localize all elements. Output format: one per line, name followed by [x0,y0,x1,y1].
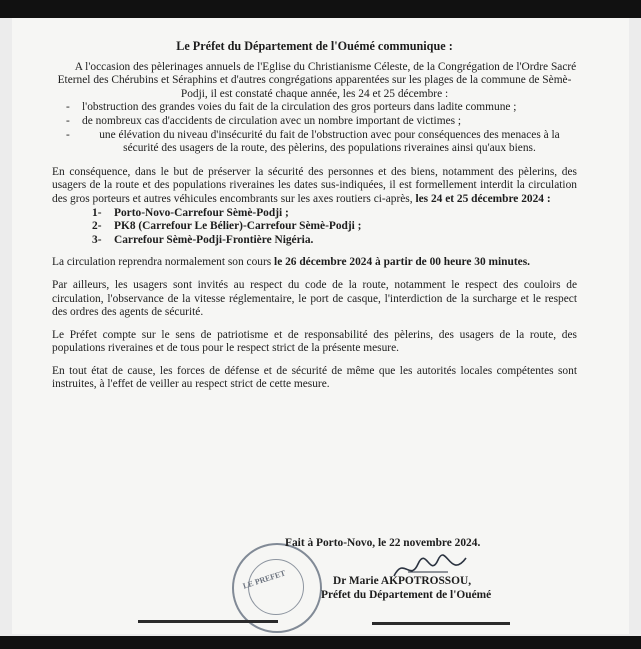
issues-list [52,101,577,155]
issue-item: - de nombreux cas d'accidents de circulation avec un nombre important de victimes ; [66,115,577,129]
top-dark-border [0,0,641,18]
issue-item: - une élévation du niveau d'insécurité du fait de l'obstruction avec pour conséquences des menaces à la sécurité des usagers de la route, des pèlerins, des populations riveraines ainsi qu'aux biens. [66,129,577,156]
route-name: Porto-Novo-Carrefour Sèmè-Podji ; [114,206,289,219]
communique-title: Le Préfet du Département de l'Ouémé communique : [176,39,453,53]
bottom-rule-left [138,620,278,623]
resume-datetime: le 26 décembre 2024 à partir de 00 heure 30 minutes. [274,256,530,269]
signatory-role: Préfet du Département de l'Ouémé [321,589,492,601]
route-name: Carrefour Sèmè-Podji-Frontière Nigéria. [114,233,314,246]
signature-date-line: Fait à Porto-Novo, le 22 novembre 2024. [285,537,481,549]
bottom-dark-border [0,636,641,649]
resume-text: La circulation reprendra normalement son cours [52,256,275,269]
route-name: PK8 (Carrefour Le Bélier)-Carrefour Sèmè-Podji ; [114,220,362,233]
route-number: 2- [92,220,102,233]
route-number: 3- [92,233,102,246]
respect-paragraph: Par ailleurs, les usagers sont invités au respect du code de la route, notamment le respect des couloirs de circulation, l'observance de la vitesse réglementaire, le port de casque, l'interdiction de la surcharge et le respect des ordres des agents de sécurité. [52,278,577,319]
route-item [92,234,577,248]
stamp-text: LE PREFET [241,568,287,591]
enforcement-paragraph: En tout état de cause, les forces de défense et de sécurité de même que les autorités locales compétentes sont instruites, à l'effet de veiller au respect strict de cette mesure. [52,364,577,391]
routes-list [52,207,577,248]
patriotism-paragraph: Le Préfet compte sur le sens de patriotisme et de responsabilité des pèlerins, des usagers de la route, des populations riveraines et de tous pour le respect strict de la présente mesure. [52,328,577,355]
route-number: 1- [92,206,102,219]
intro-paragraph: A l'occasion des pèlerinages annuels de l'Eglise du Christianisme Céleste, de la Congrégation de l'Ordre Sacré Eternel des Chérubins et Séraphins et d'autres congrégations apparentées sur les plages de la commune de Sèmè-Podji, il est constaté chaque année, les 24 et 25 décembre : [57,60,577,100]
issue-item: - l'obstruction des grandes voies du fait de la circulation des gros porteurs dans ladite commune ; [66,101,577,115]
bottom-rule-right [372,622,510,625]
resume-paragraph [52,256,577,270]
route-item [92,220,577,234]
route-item [92,207,577,221]
consequence-dates: les 24 et 25 décembre 2024 [415,192,544,205]
consequence-text: En conséquence, dans le but de préserver la sécurité des personnes et des biens, notamment des pèlerins, des usagers de la route et des populations riveraines les dates sus-indiquées, il est formellement interdit la circulation des gros porteurs et autres véhicules encombrants sur les axes routiers ci-après, [52,165,577,205]
consequence-paragraph [52,166,577,207]
signatory-name: Dr Marie AKPOTROSSOU, [333,575,472,587]
consequence-end: : [544,192,551,205]
signature-block [285,536,535,602]
communique-body [52,40,577,392]
